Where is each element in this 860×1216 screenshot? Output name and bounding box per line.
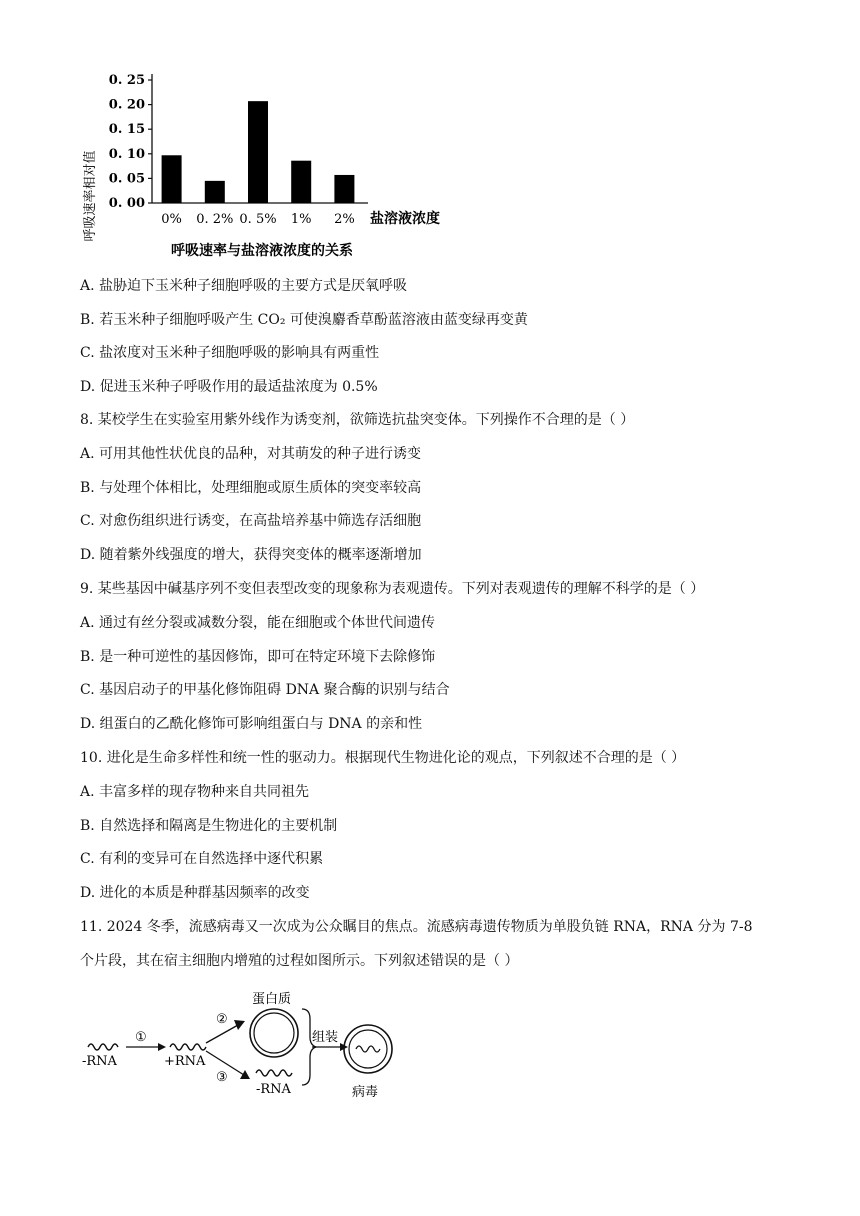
virus-label: 病毒 [352, 1085, 379, 1100]
q9-option-a: A. 通过有丝分裂或减数分裂，能在细胞或个体世代间遗传 [80, 615, 436, 631]
q10-option-c: C. 有利的变异可在自然选择中逐代积累 [80, 851, 324, 867]
step1-label: ① [135, 1030, 147, 1045]
chart-bar [162, 155, 182, 203]
arrow-step2-head [234, 1020, 245, 1030]
q8-option-c: C. 对愈伤组织进行诱变，在高盐培养基中筛选存活细胞 [80, 513, 422, 529]
diagram-canvas [80, 985, 420, 1110]
virus-replication-diagram [80, 985, 420, 1110]
chart-title: 呼吸速率与盐溶液浓度的关系 [171, 243, 353, 259]
neg-rna-left-label: -RNA [82, 1054, 117, 1069]
protein-label: 蛋白质 [252, 992, 292, 1007]
q8-option-d: D. 随着紫外线强度的增大，获得突变体的概率逐渐增加 [80, 547, 422, 563]
neg-rna-bottom-label: -RNA [256, 1082, 291, 1097]
chart-bar [248, 101, 268, 203]
q9-option-b: B. 是一种可逆性的基因修饰，即可在特定环境下去除修饰 [80, 649, 436, 665]
q11-stem-line1: 11. 2024 冬季，流感病毒又一次成为公众瞩目的焦点。流感病毒遗传物质为单股负链 RNA，RNA 分为 7-8 [80, 919, 753, 935]
chart-bar [205, 181, 225, 203]
respiration-chart [80, 68, 460, 268]
chart-xtick-label: 1% [290, 212, 312, 227]
protein-circle-outer [250, 1009, 298, 1057]
q9-option-c: C. 基因启动子的甲基化修饰阻碍 DNA 聚合酶的识别与结合 [80, 682, 450, 698]
chart-xlabel: 盐溶液浓度 [370, 211, 440, 227]
q9-option-d: D. 组蛋白的乙酰化修饰可影响组蛋白与 DNA 的亲和性 [80, 716, 423, 732]
q10-stem: 10. 进化是生命多样性和统一性的驱动力。根据现代生物进化论的观点，下列叙述不合理的是（ ） [80, 750, 686, 766]
chart-ylabel: 呼吸速率相对值 [83, 150, 98, 242]
q8-option-b: B. 与处理个体相比，处理细胞或原生质体的突变率较高 [80, 480, 422, 496]
chart-ytick-label: 0. 15 [108, 122, 145, 138]
q11-stem-line2: 个片段，其在宿主细胞内增殖的过程如图所示。下列叙述错误的是（ ） [80, 953, 519, 969]
chart-ytick-label: 0. 00 [108, 196, 145, 211]
neg-rna-left-wave [88, 1044, 118, 1050]
chart-canvas [80, 68, 460, 268]
q7-option-c: C. 盐浓度对玉米种子细胞呼吸的影响具有两重性 [80, 345, 380, 361]
step3-label: ③ [216, 1070, 228, 1085]
chart-xtick-label: 0. 2% [196, 212, 234, 227]
chart-ytick-label: 0. 10 [108, 146, 145, 162]
arrow-step3-head [240, 1070, 250, 1079]
arrow-step1-head [158, 1043, 166, 1051]
q8-option-a: A. 可用其他性状优良的品种，对其萌发的种子进行诱变 [80, 446, 422, 462]
chart-ytick-label: 0. 20 [108, 97, 145, 113]
pos-rna-wave [170, 1044, 206, 1050]
q10-option-b: B. 自然选择和隔离是生物进化的主要机制 [80, 818, 338, 834]
q8-stem: 8. 某校学生在实验室用紫外线作为诱变剂，欲筛选抗盐突变体。下列操作不合理的是（ ） [80, 412, 635, 428]
neg-rna-bottom-wave [256, 1070, 292, 1076]
q7-option-d: D. 促进玉米种子呼吸作用的最适盐浓度为 0.5% [80, 379, 378, 395]
chart-xtick-label: 0. 5% [239, 212, 277, 227]
q7-option-b: B. 若玉米种子细胞呼吸产生 CO₂ 可使溴麝香草酚蓝溶液由蓝变绿再变黄 [80, 312, 528, 328]
q7-option-a: A. 盐胁迫下玉米种子细胞呼吸的主要方式是厌氧呼吸 [80, 278, 408, 294]
chart-ytick-label: 0. 25 [108, 73, 145, 88]
virus-rna-wave [356, 1046, 380, 1052]
q10-option-d: D. 进化的本质是种群基因频率的改变 [80, 885, 310, 901]
q10-option-a: A. 丰富多样的现存物种来自共同祖先 [80, 784, 310, 800]
chart-bar [291, 161, 311, 203]
step2-label: ② [216, 1012, 228, 1027]
protein-circle-inner [254, 1013, 294, 1053]
arrow-step2 [206, 1025, 238, 1043]
chart-xtick-label: 2% [334, 212, 355, 227]
chart-bar [334, 175, 354, 203]
q9-stem: 9. 某些基因中碱基序列不变但表型改变的现象称为表观遗传。下列对表观遗传的理解不科学的是（ ） [80, 581, 705, 597]
chart-xtick-label: 0% [161, 212, 182, 227]
pos-rna-label: +RNA [164, 1054, 206, 1069]
assemble-label: 组装 [312, 1030, 339, 1045]
chart-ytick-label: 0. 05 [108, 171, 145, 187]
